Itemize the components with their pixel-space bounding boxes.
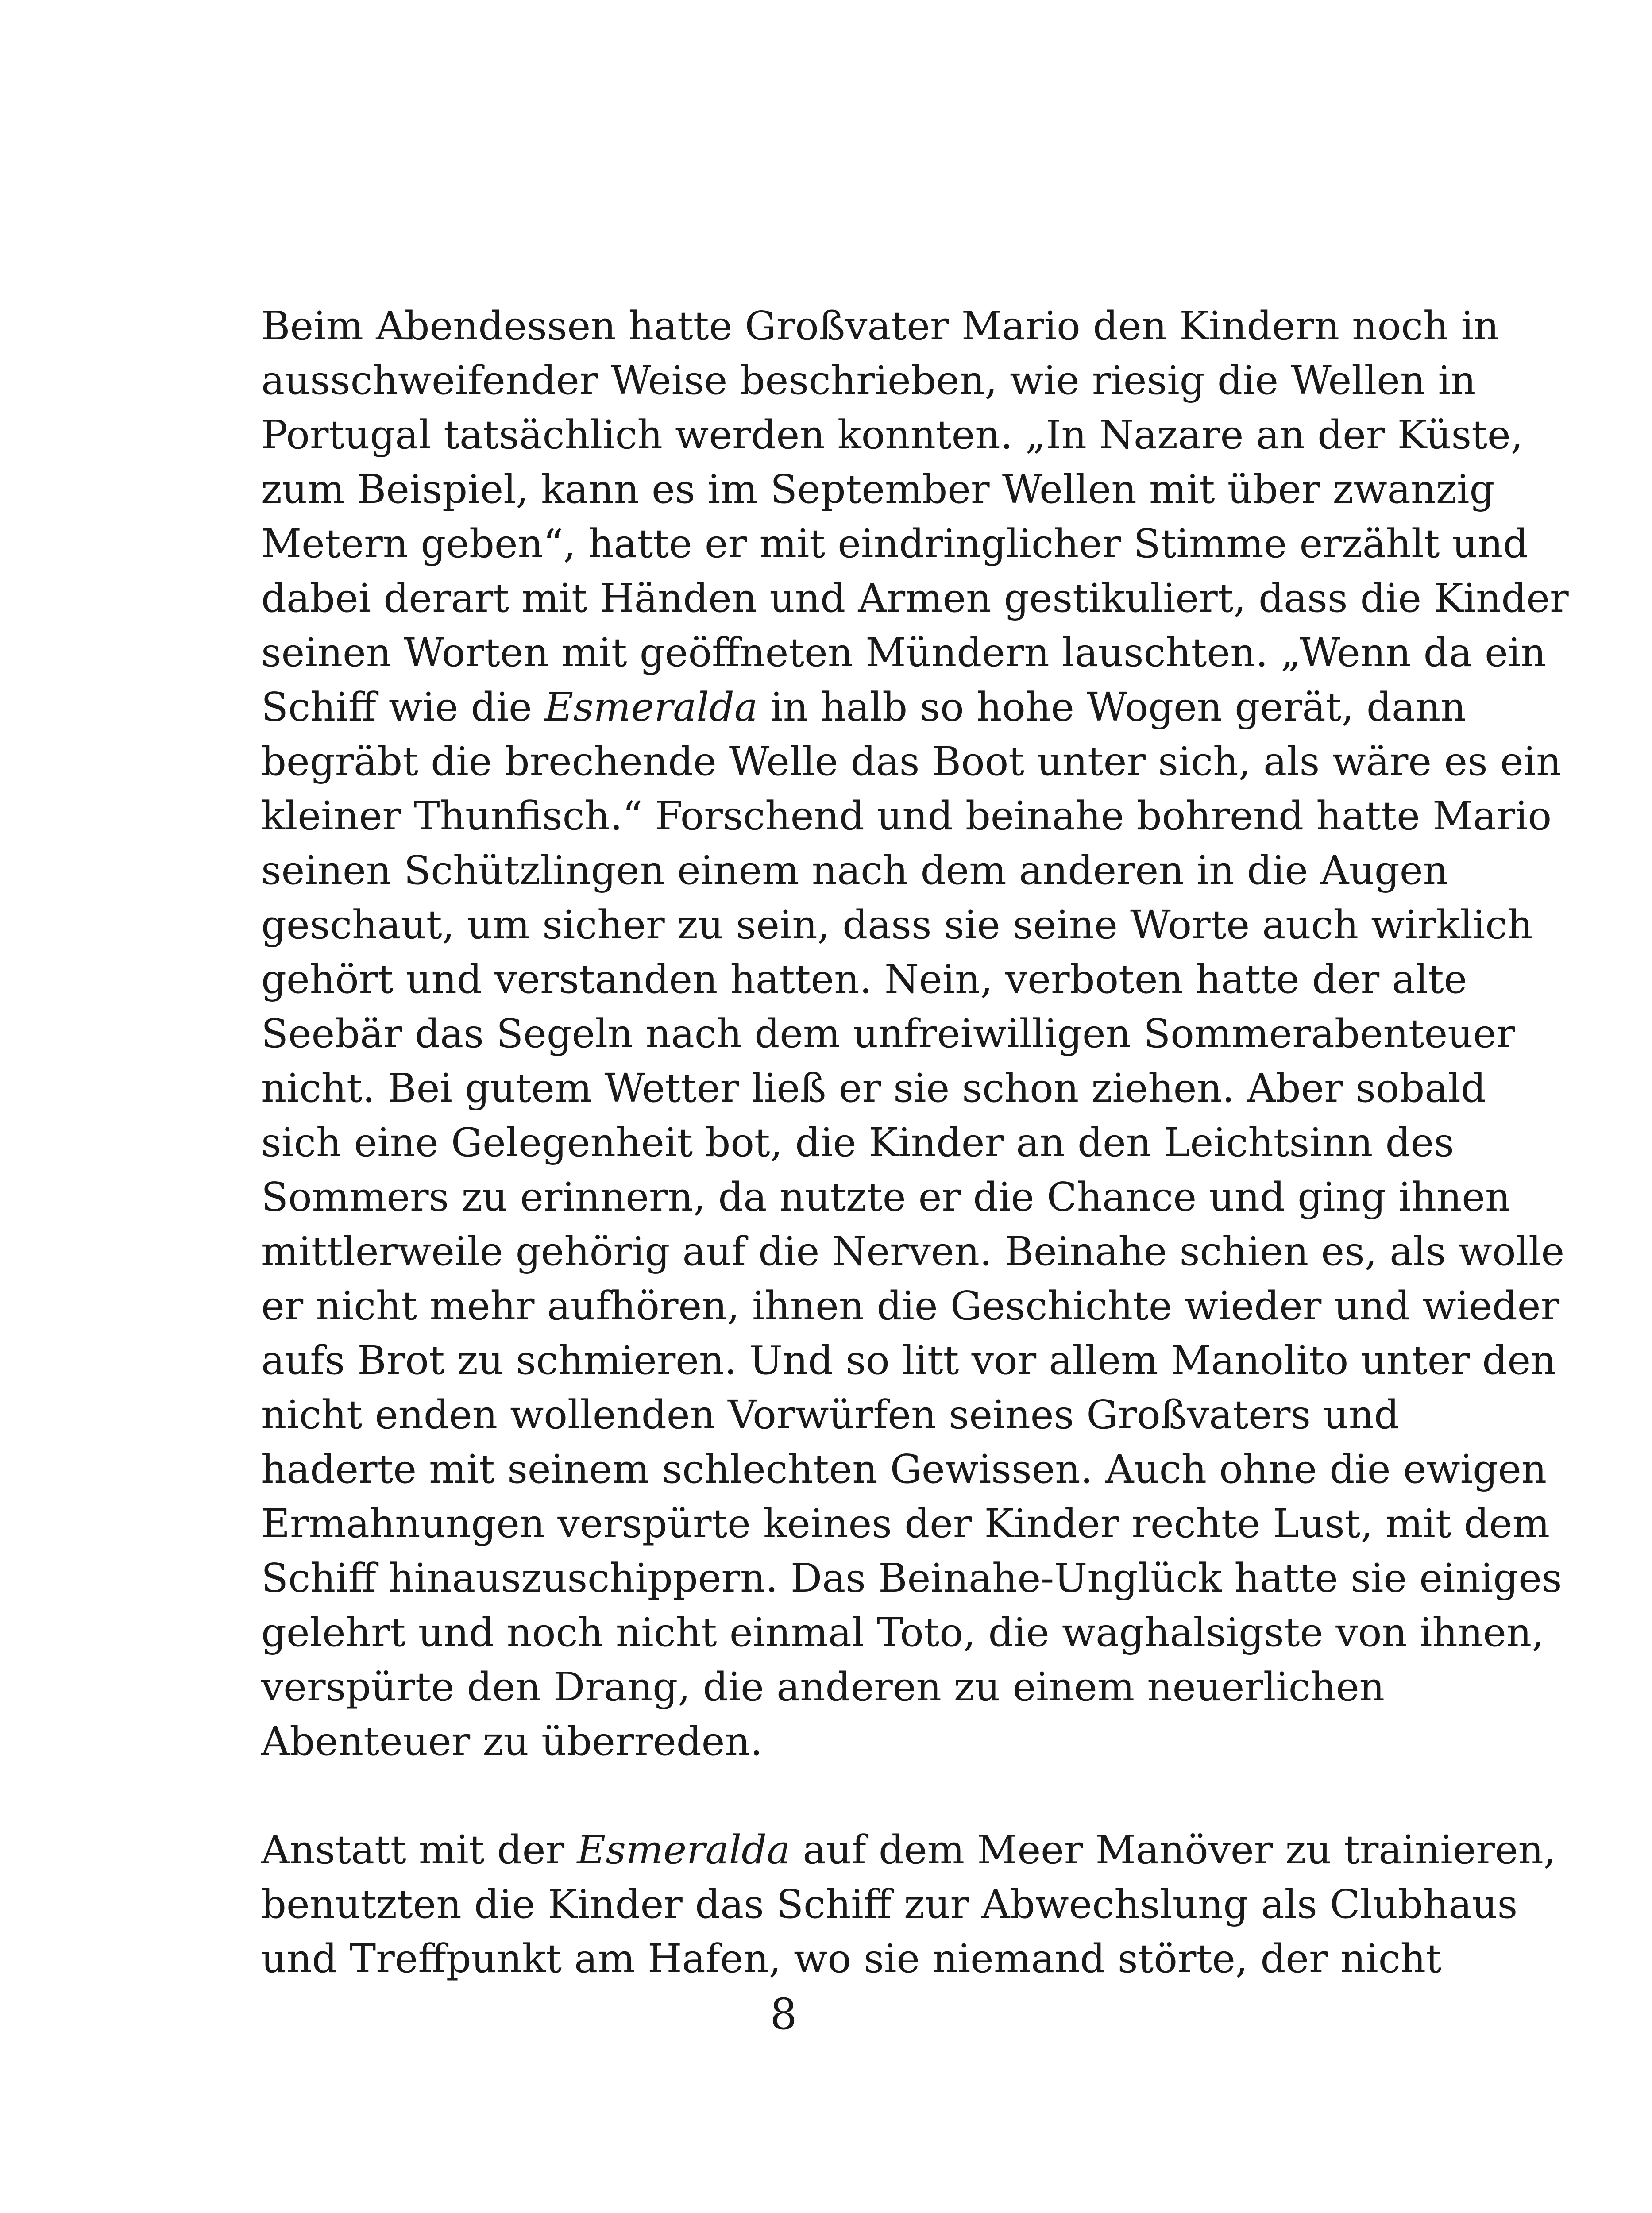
text-run: Portugal tatsächlich werden konnten. „In Nazare an der Küste,: [261, 412, 1523, 458]
text-line: [261, 625, 1546, 680]
italic-text: Esmeralda: [577, 1827, 791, 1873]
text-run: in halb so hohe Wogen gerät, dann: [757, 684, 1466, 730]
text-line: [261, 1877, 1518, 1932]
paragraph-gap: [261, 1769, 1310, 1823]
text-run: Sommers zu erinnern, da nutzte er die Chance und ging ihnen: [261, 1174, 1511, 1220]
text-line: [261, 952, 1467, 1006]
text-line: [261, 1496, 1550, 1551]
text-line: [261, 353, 1476, 408]
text-run: dabei derart mit Händen und Armen gestikuliert, dass die Kinder: [261, 575, 1569, 621]
text-run: Metern geben“, hatte er mit eindringlicher Stimme erzählt und: [261, 520, 1528, 567]
text-run: seinen Schützlingen einem nach dem anderen in die Augen: [261, 847, 1448, 893]
text-run: sich eine Gelegenheit bot, die Kinder an den Leichtsinn des: [261, 1119, 1454, 1165]
text-run: haderte mit seinem schlechten Gewissen. Auch ohne die ewigen: [261, 1446, 1547, 1492]
text-run: geschaut, um sicher zu sein, dass sie seine Worte auch wirklich: [261, 902, 1533, 948]
text-run: Seebär das Segeln nach dem unfreiwilligen Sommerabenteuer: [261, 1010, 1515, 1056]
text-line: [261, 1170, 1511, 1224]
text-line: [261, 462, 1495, 517]
text-run: kleiner Thunfisch.“ Forschend und beinahe bohrend hatte Mario: [261, 793, 1552, 839]
text-run: Ermahnungen verspürte keines der Kinder rechte Lust, mit dem: [261, 1500, 1550, 1546]
text-line: [261, 1333, 1556, 1388]
text-line: [261, 789, 1552, 843]
text-line: [261, 1442, 1547, 1496]
text-line: [261, 299, 1499, 353]
text-line: [261, 517, 1528, 571]
text-line: [261, 1932, 1442, 1986]
text-line: [261, 1388, 1400, 1442]
text-run: begräbt die brechende Welle das Boot unter sich, als wäre es ein: [261, 738, 1562, 784]
text-run: zum Beispiel, kann es im September Wellen mit über zwanzig: [261, 466, 1495, 512]
text-run: Abenteuer zu überreden.: [261, 1718, 763, 1764]
paragraph: [261, 1823, 1556, 1986]
text-run: mittlerweile gehörig auf die Nerven. Beinahe schien es, als wolle: [261, 1228, 1565, 1274]
text-run: Schiff wie die: [261, 684, 545, 730]
paragraph: [261, 299, 1569, 1769]
text-run: gelehrt und noch nicht einmal Toto, die waghalsigste von ihnen,: [261, 1609, 1544, 1655]
text-run: aufs Brot zu schmieren. Und so litt vor allem Manolito unter den: [261, 1337, 1556, 1383]
text-line: [261, 1115, 1454, 1170]
text-line: [261, 734, 1562, 789]
text-run: gehört und verstanden hatten. Nein, verboten hatte der alte: [261, 956, 1467, 1002]
body-text: [261, 299, 1569, 1986]
text-run: seinen Worten mit geöffneten Mündern lauschten. „Wenn da ein: [261, 629, 1546, 675]
text-run: nicht enden wollenden Vorwürfen seines Großvaters und: [261, 1392, 1400, 1438]
text-line: [261, 1605, 1544, 1660]
text-run: Schiff hinauszuschippern. Das Beinahe-Unglück hatte sie einiges: [261, 1555, 1562, 1601]
text-line: [261, 408, 1523, 462]
text-run: auf dem Meer Manöver zu trainieren,: [790, 1827, 1556, 1873]
text-run: Beim Abendessen hatte Großvater Mario den Kindern noch in: [261, 303, 1499, 349]
text-line: [261, 680, 1466, 734]
page-number: 8: [770, 1989, 797, 2039]
text-line: [261, 1551, 1562, 1605]
text-line: [261, 1714, 1310, 1769]
text-run: und Treffpunkt am Hafen, wo sie niemand störte, der nicht: [261, 1935, 1442, 1982]
text-line: [261, 898, 1533, 952]
text-line: [261, 843, 1448, 898]
italic-text: Esmeralda: [544, 684, 758, 730]
text-run: ausschweifender Weise beschrieben, wie riesig die Wellen in: [261, 357, 1476, 403]
text-line: [261, 1061, 1486, 1115]
text-run: Anstatt mit der: [261, 1827, 577, 1873]
text-run: verspürte den Drang, die anderen zu einem neuerlichen: [261, 1664, 1385, 1710]
text-line: [261, 571, 1569, 625]
text-line: [261, 1660, 1385, 1714]
text-line: [261, 1224, 1565, 1279]
text-run: benutzten die Kinder das Schiff zur Abwechslung als Clubhaus: [261, 1881, 1518, 1927]
text-line: [261, 1279, 1560, 1333]
text-line: [261, 1006, 1515, 1061]
text-run: nicht. Bei gutem Wetter ließ er sie schon ziehen. Aber sobald: [261, 1065, 1486, 1111]
text-line: [261, 1823, 1556, 1877]
text-run: er nicht mehr aufhören, ihnen die Geschichte wieder und wieder: [261, 1283, 1560, 1329]
